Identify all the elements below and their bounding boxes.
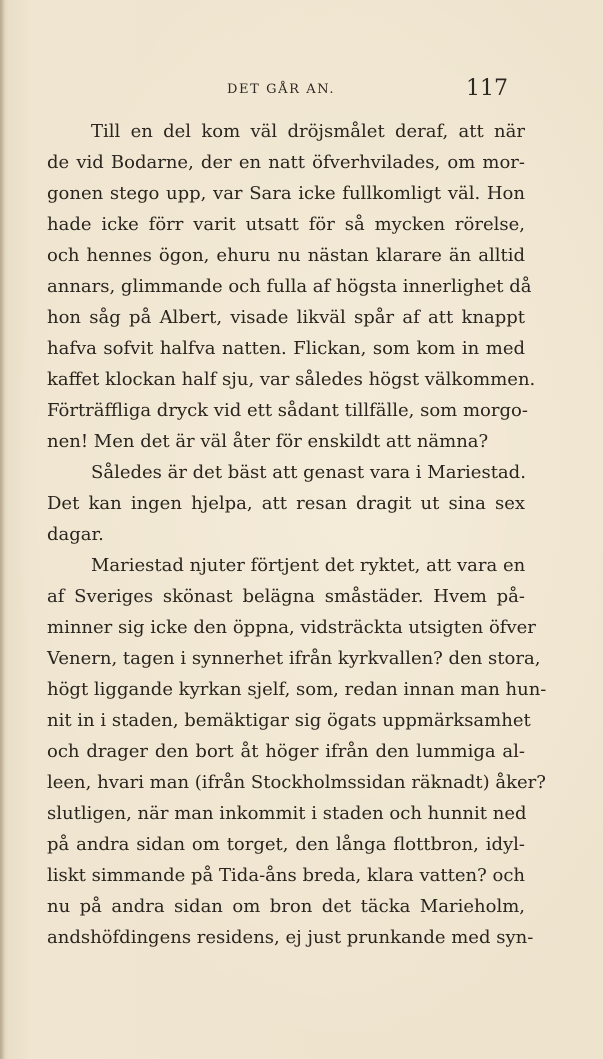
text-line: minner sig icke den öppna, vidsträckta utsigten öfver [47,617,536,638]
text-line: Till en del kom väl dröjsmålet deraf, att när [91,121,525,142]
body-text [47,116,547,953]
text-line: hade icke förr varit utsatt för så mycken rörelse, [47,214,525,235]
page-number: 117 [466,76,508,101]
text-line: slutligen, när man inkommit i staden och hunnit ned [47,803,527,824]
text-line: Förträffliga dryck vid ett sådant tillfälle, som morgo- [47,400,528,421]
text-line: gonen stego upp, var Sara icke fullkomligt väl. Hon [47,183,525,204]
text-line: Venern, tagen i synnerhet ifrån kyrkvallen? den stora, [47,648,541,669]
text-line: hafva sofvit halfva natten. Flickan, som kom in med [47,338,525,359]
text-line: Således är det bäst att genast vara i Mariestad. [91,462,526,483]
text-line: och drager den bort åt höger ifrån den lummiga al- [47,741,525,762]
text-line: leen, hvari man (ifrån Stockholmssidan räknadt) åker? [47,772,546,793]
text-line: af Sveriges skönast belägna småstäder. Hvem på- [47,586,525,607]
text-line: dagar. [47,524,104,545]
text-line: kaffet klockan half sju, var således högst välkommen. [47,369,536,390]
text-line: högt liggande kyrkan sjelf, som, redan innan man hun- [47,679,547,700]
text-line: nu på andra sidan om bron det täcka Marieholm, [47,896,525,917]
text-line: nit in i staden, bemäktigar sig ögats uppmärksamhet [47,710,531,731]
running-title: DET GÅR AN. [227,82,336,97]
text-line: och hennes ögon, ehuru nu nästan klarare än alltid [47,245,525,266]
text-line: Mariestad njuter förtjent det ryktet, att vara en [91,555,526,576]
text-line: andshöfdingens residens, ej just prunkande med syn- [47,927,534,948]
text-line: annars, glimmande och fulla af högsta innerlighet då [47,276,532,297]
text-line: liskt simmande på Tida-åns breda, klara vatten? och [47,865,525,886]
text-line: Det kan ingen hjelpa, att resan dragit ut sina sex [47,493,525,514]
text-line: hon såg på Albert, visade likväl spår af att knappt [47,307,525,328]
page-edge-shadow [0,0,5,1059]
text-line: de vid Bodarne, der en natt öfverhvilades, om mor- [47,152,525,173]
text-line: nen! Men det är väl åter för enskildt att nämna? [47,431,489,452]
text-line: på andra sidan om torget, den långa flottbron, idyl- [47,834,525,855]
page-header [0,76,603,106]
